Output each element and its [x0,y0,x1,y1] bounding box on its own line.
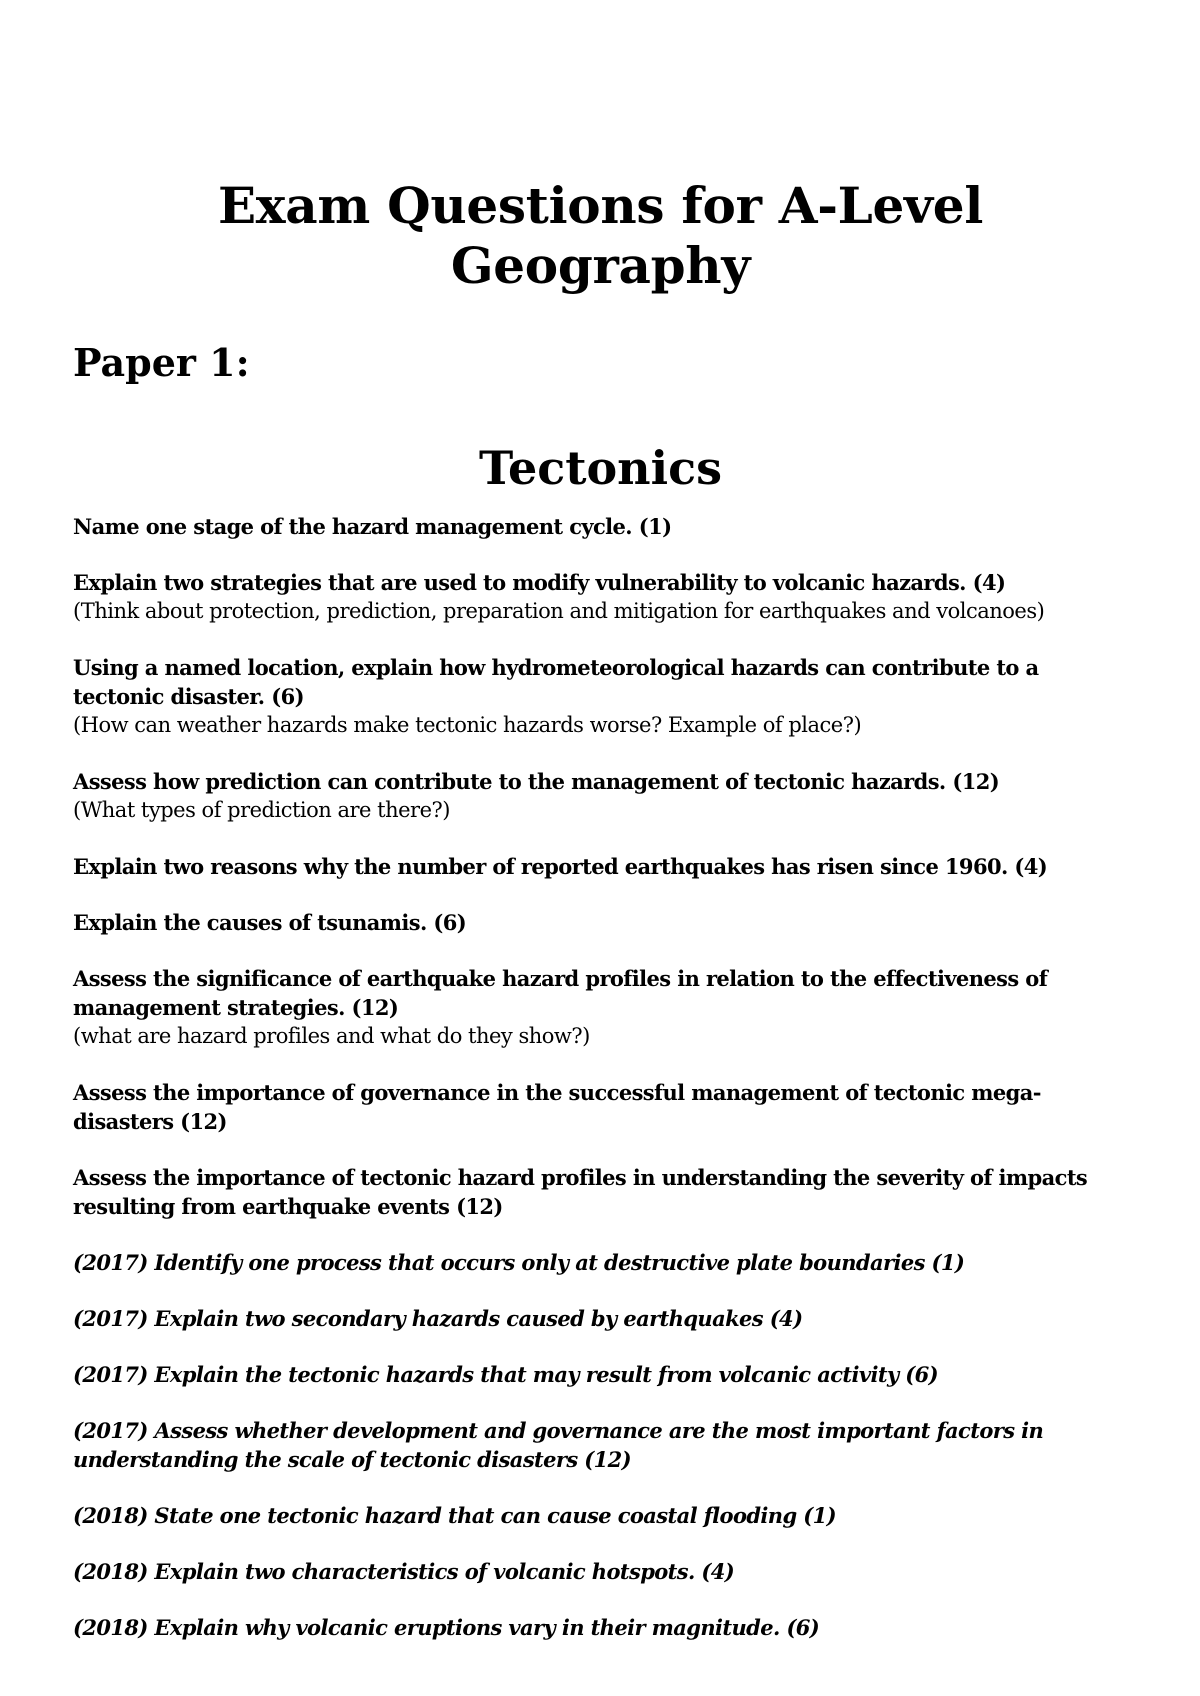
question-list [73,512,1128,1642]
question-text: Assess how prediction can contribute to the management of tectonic hazards. (12) [73,769,1000,794]
question-text: (2017) Explain two secondary hazards caused by earthquakes (4) [73,1306,803,1331]
question-item [73,568,1128,626]
question-text: (2017) Identify one process that occurs only at destructive plate boundaries (1) [73,1250,965,1275]
question-item [73,908,1128,937]
question-text: Name one stage of the hazard management cycle. (1) [73,514,672,539]
question-hint: (Think about protection, prediction, preparation and mitigation for earthquakes and volcanoes) [73,599,1045,623]
question-item [73,767,1128,825]
question-item [73,1557,1128,1586]
question-hint: (What types of prediction are there?) [73,798,450,822]
question-text: Using a named location, explain how hydrometeorological hazards can contribute to a tectonic disaster. (6) [73,655,1039,709]
question-item [73,1360,1128,1389]
question-text: (2018) State one tectonic hazard that can cause coastal flooding (1) [73,1503,836,1528]
question-item [73,852,1128,881]
question-text: Explain the causes of tsunamis. (6) [73,910,467,935]
question-item [73,1248,1128,1277]
question-text: Assess the importance of tectonic hazard profiles in understanding the severity of impacts resulting from earthquake events (12) [73,1165,1088,1219]
question-text: Assess the significance of earthquake hazard profiles in relation to the effectiveness of management strategies. (12) [73,966,1048,1020]
question-text: (2017) Assess whether development and governance are the most important factors in understanding the scale of tectonic disasters (12) [73,1418,1044,1472]
question-item [73,1501,1128,1530]
paper-heading: Paper 1: [73,340,250,385]
question-text: Explain two strategies that are used to modify vulnerability to volcanic hazards. (4) [73,570,1006,595]
question-item [73,512,1128,541]
question-text: (2018) Explain two characteristics of volcanic hotspots. (4) [73,1559,735,1584]
question-text: Explain two reasons why the number of reported earthquakes has risen since 1960. (4) [73,854,1048,879]
question-text: Assess the importance of governance in the successful management of tectonic mega-disasters (12) [73,1080,1041,1134]
question-hint: (How can weather hazards make tectonic hazards worse? Example of place?) [73,713,862,737]
question-item [73,1163,1128,1221]
document-title: Exam Questions for A-Level Geography [217,176,984,295]
section-heading: Tectonics [479,441,722,495]
question-item [73,1416,1128,1474]
question-item [73,1078,1128,1136]
question-item [73,653,1128,740]
question-item [73,1613,1128,1642]
question-text: (2017) Explain the tectonic hazards that may result from volcanic activity (6) [73,1362,938,1387]
question-item [73,964,1128,1051]
question-item [73,1304,1128,1333]
question-hint: (what are hazard profiles and what do they show?) [73,1024,590,1048]
question-text: (2018) Explain why volcanic eruptions vary in their magnitude. (6) [73,1615,820,1640]
